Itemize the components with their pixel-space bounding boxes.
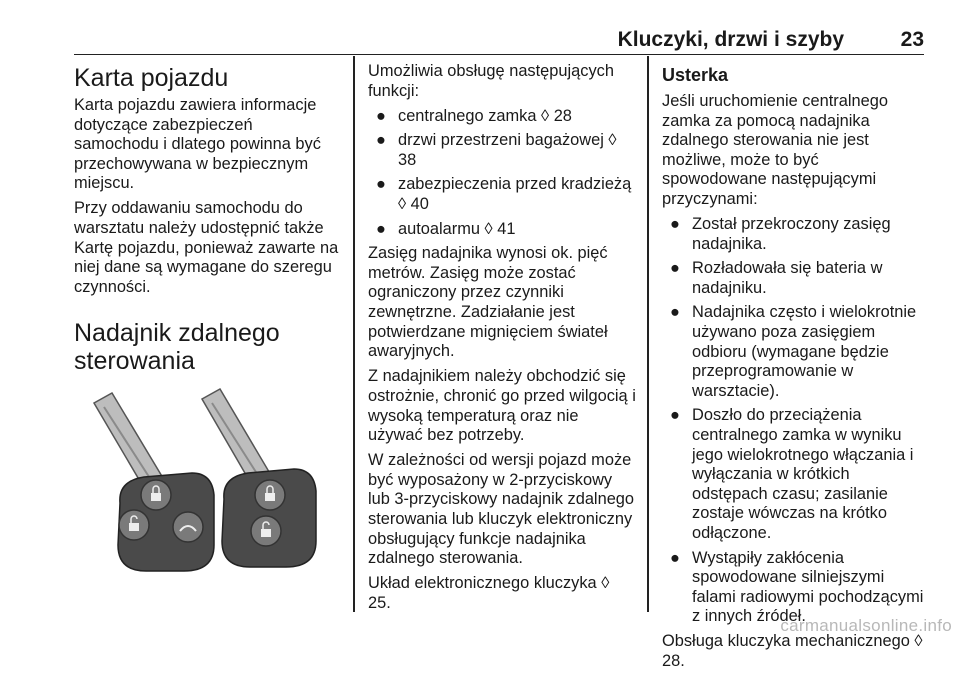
- causes-list: [662, 215, 928, 627]
- list-item: ● Został przekroczony zasięg nadajnika.: [670, 215, 891, 253]
- column-3: [662, 62, 928, 677]
- paragraph-care: Z nadajnikiem należy obchodzić się ostrożnie, chronić go przed wilgocią i wysoką temperaturą oraz nie używać bez potrzeby.: [368, 367, 636, 445]
- bullet-icon: ●: [376, 175, 386, 194]
- bullet-icon: ●: [376, 219, 386, 238]
- column-divider-left: [353, 56, 355, 612]
- column-1: [74, 62, 340, 581]
- bullet-icon: ●: [670, 215, 680, 234]
- list-item: ● Rozładowała się bateria w nadajniku.: [670, 259, 883, 297]
- list-item: ● Nadajnika często i wielokrotnie używano poza zasięgiem odbioru (wymagane będzie przeprogramowanie w warsztacie).: [670, 303, 917, 400]
- bullet-icon: ●: [376, 131, 386, 150]
- bullet-icon: ●: [670, 406, 680, 425]
- bullet-icon: ●: [670, 303, 680, 322]
- section-title: Kluczyki, drzwi i szyby: [617, 28, 844, 51]
- bullet-icon: ●: [376, 106, 386, 125]
- watermark: carmanualsonline.info: [780, 616, 952, 635]
- page-header: [74, 28, 924, 55]
- paragraph-range: Zasięg nadajnika wynosi ok. pięć metrów. Zasięg może zostać ograniczony przez czynniki zewnętrzne. Zadziałanie jest potwierdzane mignięciem świateł awaryjnych.: [368, 244, 608, 361]
- list-item: ● Doszło do przeciążenia centralnego zamka w wyniku jego wielokrotnego włączania i wyłączania w krótkich odstępach czasu; zasilanie zostaje wówczas na krótko odłączone.: [670, 406, 914, 542]
- paragraph-mechanical-key: Obsługa kluczyka mechanicznego ◊ 28.: [662, 631, 923, 670]
- remote-key-illustration: [74, 385, 340, 581]
- heading-malfunction: Usterka: [662, 65, 729, 85]
- paragraph-electronic-key: Układ elektronicznego kluczyka ◊ 25.: [368, 574, 610, 612]
- paragraph-malfunction-intro: Jeśli uruchomienie centralnego zamka za pomocą nadajnika zdalnego sterowania nie jest możliwe, może to być spowodowane następującymi przyczynami:: [662, 92, 888, 208]
- bullet-icon: ●: [670, 259, 680, 278]
- list-item: ● drzwi przestrzeni bagażowej ◊ 38: [376, 131, 617, 169]
- key-fob-2-button: [202, 389, 316, 567]
- heading-vehicle-card: Karta pojazdu: [74, 64, 229, 92]
- column-divider-right: [647, 56, 649, 612]
- page-number: 23: [900, 28, 924, 51]
- paragraph-workshop: Przy oddawaniu samochodu do warsztatu należy udostępnić także Kartę pojazdu, ponieważ zawarte na niej dane są wymagane do szeregu czynności.: [74, 199, 339, 296]
- list-item: ● autoalarmu ◊ 41: [376, 219, 516, 238]
- list-item: ● zabezpieczenia przed kradzieżą ◊ 40: [376, 175, 632, 214]
- list-item: ● Wystąpiły zakłócenia spowodowane silniejszymi falami radiowymi pochodzącymi z innych źródeł.: [670, 548, 924, 626]
- bullet-icon: ●: [670, 548, 680, 567]
- list-item: ● centralnego zamka ◊ 28: [376, 106, 572, 125]
- paragraph-vehicle-card-info: Karta pojazdu zawiera informacje dotyczące zabezpieczeń samochodu i dlatego powinna być przechowywana w bezpiecznym miejscu.: [74, 96, 321, 193]
- heading-remote-control: Nadajnik zdalnego sterowania: [74, 319, 280, 376]
- key-fob-3-button: [94, 393, 214, 571]
- paragraph-versions: W zależności od wersji pojazd może być wyposażony w 2-przyciskowy lub 3-przyciskowy nadajnik zdalnego sterowania lub kluczyk elektroniczny obsługujący funkcje nadajnika zdalnego sterowania.: [368, 451, 635, 568]
- functions-list: [368, 107, 636, 240]
- column-2: [368, 62, 636, 619]
- paragraph-functions-intro: Umożliwia obsługę następujących funkcji:: [368, 62, 614, 100]
